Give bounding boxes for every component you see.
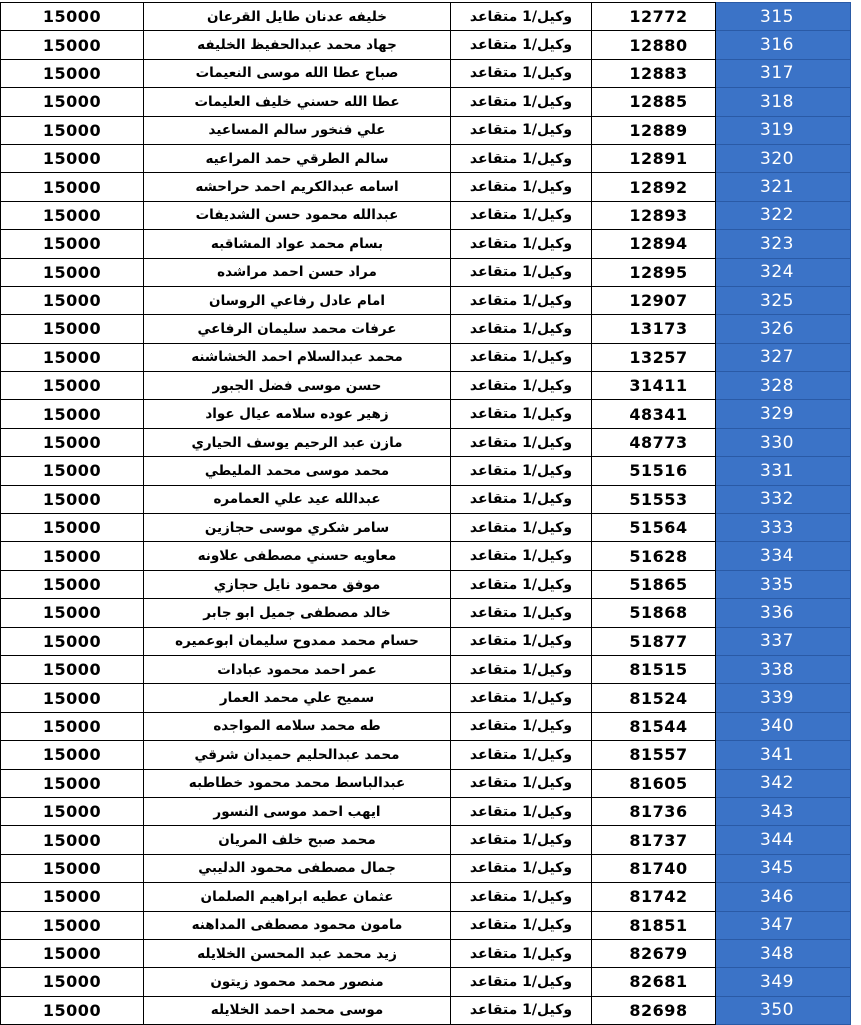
sequence-number-cell: 329 <box>716 400 851 428</box>
amount-cell: 15000 <box>1 173 144 201</box>
sequence-number-cell: 343 <box>716 797 851 825</box>
id-number-cell: 51868 <box>592 599 716 627</box>
id-number-cell: 12907 <box>592 286 716 314</box>
table-row <box>1 31 851 59</box>
name-cell: عبدالله عيد علي العمامره <box>144 485 451 513</box>
amount-cell: 15000 <box>1 457 144 485</box>
sequence-number-cell: 334 <box>716 542 851 570</box>
id-number-cell: 12772 <box>592 3 716 31</box>
name-cell: محمد موسى محمد المليطي <box>144 457 451 485</box>
name-cell: خالد مصطفى جميل ابو جابر <box>144 599 451 627</box>
amount-cell: 15000 <box>1 3 144 31</box>
sequence-number-cell: 318 <box>716 88 851 116</box>
id-number-cell: 12880 <box>592 31 716 59</box>
amount-cell: 15000 <box>1 883 144 911</box>
amount-cell: 15000 <box>1 684 144 712</box>
table-row <box>1 428 851 456</box>
id-number-cell: 51628 <box>592 542 716 570</box>
amount-cell: 15000 <box>1 599 144 627</box>
table-row <box>1 201 851 229</box>
rank-cell: وكيل/1 متقاعد <box>451 826 592 854</box>
sequence-number-cell: 336 <box>716 599 851 627</box>
name-cell: سالم الطرقي حمد المراعيه <box>144 144 451 172</box>
rank-cell: وكيل/1 متقاعد <box>451 88 592 116</box>
id-number-cell: 81557 <box>592 741 716 769</box>
amount-cell: 15000 <box>1 230 144 258</box>
rank-cell: وكيل/1 متقاعد <box>451 315 592 343</box>
rank-cell: وكيل/1 متقاعد <box>451 485 592 513</box>
rank-cell: وكيل/1 متقاعد <box>451 201 592 229</box>
sequence-number-cell: 331 <box>716 457 851 485</box>
id-number-cell: 12889 <box>592 116 716 144</box>
sequence-number-cell: 328 <box>716 372 851 400</box>
sequence-number-cell: 340 <box>716 712 851 740</box>
sequence-number-cell: 316 <box>716 31 851 59</box>
name-cell: عبدالباسط محمد محمود خطاطبه <box>144 769 451 797</box>
amount-cell: 15000 <box>1 627 144 655</box>
table-row <box>1 144 851 172</box>
rank-cell: وكيل/1 متقاعد <box>451 996 592 1024</box>
amount-cell: 15000 <box>1 88 144 116</box>
id-number-cell: 12883 <box>592 59 716 87</box>
table-row <box>1 741 851 769</box>
id-number-cell: 12892 <box>592 173 716 201</box>
id-number-cell: 81742 <box>592 883 716 911</box>
table-row <box>1 3 851 31</box>
id-number-cell: 51865 <box>592 570 716 598</box>
sequence-number-cell: 337 <box>716 627 851 655</box>
sequence-number-cell: 344 <box>716 826 851 854</box>
name-cell: سميح علي محمد العمار <box>144 684 451 712</box>
name-cell: ايهب احمد موسى النسور <box>144 797 451 825</box>
id-number-cell: 81740 <box>592 854 716 882</box>
table-row <box>1 343 851 371</box>
name-cell: منصور محمد محمود زيتون <box>144 968 451 996</box>
rank-cell: وكيل/1 متقاعد <box>451 230 592 258</box>
sequence-number-cell: 342 <box>716 769 851 797</box>
id-number-cell: 51553 <box>592 485 716 513</box>
amount-cell: 15000 <box>1 315 144 343</box>
name-cell: خليفه عدنان طايل القرعان <box>144 3 451 31</box>
name-cell: جمال مصطفى محمود الدليبي <box>144 854 451 882</box>
amount-cell: 15000 <box>1 258 144 286</box>
table-row <box>1 826 851 854</box>
id-number-cell: 48341 <box>592 400 716 428</box>
amount-cell: 15000 <box>1 59 144 87</box>
table-row <box>1 59 851 87</box>
rank-cell: وكيل/1 متقاعد <box>451 854 592 882</box>
id-number-cell: 12894 <box>592 230 716 258</box>
rank-cell: وكيل/1 متقاعد <box>451 883 592 911</box>
sequence-number-cell: 347 <box>716 911 851 939</box>
sequence-number-cell: 324 <box>716 258 851 286</box>
name-cell: طه محمد سلامه المواجده <box>144 712 451 740</box>
name-cell: اسامه عبدالكريم احمد حراحشه <box>144 173 451 201</box>
table-row <box>1 88 851 116</box>
sequence-number-cell: 345 <box>716 854 851 882</box>
name-cell: حسام محمد ممدوح سليمان ابوعميره <box>144 627 451 655</box>
rank-cell: وكيل/1 متقاعد <box>451 684 592 712</box>
amount-cell: 15000 <box>1 343 144 371</box>
amount-cell: 15000 <box>1 514 144 542</box>
rank-cell: وكيل/1 متقاعد <box>451 911 592 939</box>
name-cell: عطا الله حسني خليف العليمات <box>144 88 451 116</box>
table-row <box>1 400 851 428</box>
sequence-number-cell: 315 <box>716 3 851 31</box>
table-row <box>1 911 851 939</box>
sequence-number-cell: 323 <box>716 230 851 258</box>
table-row <box>1 514 851 542</box>
sequence-number-cell: 339 <box>716 684 851 712</box>
rank-cell: وكيل/1 متقاعد <box>451 655 592 683</box>
amount-cell: 15000 <box>1 372 144 400</box>
name-cell: محمد عبدالحليم حميدان شرقي <box>144 741 451 769</box>
table-row <box>1 372 851 400</box>
id-number-cell: 51877 <box>592 627 716 655</box>
id-number-cell: 31411 <box>592 372 716 400</box>
sequence-number-cell: 325 <box>716 286 851 314</box>
sequence-number-cell: 321 <box>716 173 851 201</box>
sequence-number-cell: 319 <box>716 116 851 144</box>
sequence-number-cell: 348 <box>716 939 851 967</box>
name-cell: موسى محمد احمد الخلايله <box>144 996 451 1024</box>
table-row <box>1 286 851 314</box>
table-row <box>1 769 851 797</box>
rank-cell: وكيل/1 متقاعد <box>451 116 592 144</box>
retirees-table-body <box>1 3 851 1025</box>
rank-cell: وكيل/1 متقاعد <box>451 3 592 31</box>
amount-cell: 15000 <box>1 485 144 513</box>
table-row <box>1 542 851 570</box>
amount-cell: 15000 <box>1 769 144 797</box>
rank-cell: وكيل/1 متقاعد <box>451 258 592 286</box>
rank-cell: وكيل/1 متقاعد <box>451 712 592 740</box>
table-row <box>1 797 851 825</box>
amount-cell: 15000 <box>1 31 144 59</box>
amount-cell: 15000 <box>1 939 144 967</box>
name-cell: صباح عطا الله موسى النعيمات <box>144 59 451 87</box>
name-cell: عمر احمد محمود عبادات <box>144 655 451 683</box>
table-row <box>1 457 851 485</box>
table-row <box>1 996 851 1024</box>
rank-cell: وكيل/1 متقاعد <box>451 343 592 371</box>
rank-cell: وكيل/1 متقاعد <box>451 144 592 172</box>
name-cell: محمد صبح خلف المريان <box>144 826 451 854</box>
table-row <box>1 570 851 598</box>
id-number-cell: 81605 <box>592 769 716 797</box>
name-cell: عثمان عطيه ابراهيم الصلمان <box>144 883 451 911</box>
amount-cell: 15000 <box>1 968 144 996</box>
amount-cell: 15000 <box>1 996 144 1024</box>
name-cell: جهاد محمد عبدالحفيظ الخليفه <box>144 31 451 59</box>
id-number-cell: 82679 <box>592 939 716 967</box>
table-row <box>1 173 851 201</box>
rank-cell: وكيل/1 متقاعد <box>451 31 592 59</box>
name-cell: عرفات محمد سليمان الرفاعي <box>144 315 451 343</box>
amount-cell: 15000 <box>1 286 144 314</box>
name-cell: معاويه حسني مصطفى علاونه <box>144 542 451 570</box>
name-cell: سامر شكري موسى حجازين <box>144 514 451 542</box>
amount-cell: 15000 <box>1 428 144 456</box>
rank-cell: وكيل/1 متقاعد <box>451 428 592 456</box>
rank-cell: وكيل/1 متقاعد <box>451 286 592 314</box>
table-row <box>1 854 851 882</box>
table-row <box>1 883 851 911</box>
rank-cell: وكيل/1 متقاعد <box>451 939 592 967</box>
sequence-number-cell: 335 <box>716 570 851 598</box>
sequence-number-cell: 333 <box>716 514 851 542</box>
retirees-table <box>0 2 851 1025</box>
table-row <box>1 627 851 655</box>
name-cell: محمد عبدالسلام احمد الخشاشنه <box>144 343 451 371</box>
name-cell: مامون محمود مصطفى المداهنه <box>144 911 451 939</box>
table-row <box>1 655 851 683</box>
amount-cell: 15000 <box>1 911 144 939</box>
id-number-cell: 81736 <box>592 797 716 825</box>
id-number-cell: 82681 <box>592 968 716 996</box>
amount-cell: 15000 <box>1 797 144 825</box>
rank-cell: وكيل/1 متقاعد <box>451 968 592 996</box>
rank-cell: وكيل/1 متقاعد <box>451 514 592 542</box>
id-number-cell: 51516 <box>592 457 716 485</box>
table-row <box>1 485 851 513</box>
sequence-number-cell: 341 <box>716 741 851 769</box>
amount-cell: 15000 <box>1 655 144 683</box>
table-row <box>1 258 851 286</box>
rank-cell: وكيل/1 متقاعد <box>451 599 592 627</box>
sequence-number-cell: 350 <box>716 996 851 1024</box>
amount-cell: 15000 <box>1 854 144 882</box>
id-number-cell: 81515 <box>592 655 716 683</box>
id-number-cell: 13257 <box>592 343 716 371</box>
rank-cell: وكيل/1 متقاعد <box>451 769 592 797</box>
name-cell: حسن موسى فضل الجبور <box>144 372 451 400</box>
name-cell: علي فنخور سالم المساعيد <box>144 116 451 144</box>
table-row <box>1 684 851 712</box>
id-number-cell: 12885 <box>592 88 716 116</box>
rank-cell: وكيل/1 متقاعد <box>451 173 592 201</box>
rank-cell: وكيل/1 متقاعد <box>451 797 592 825</box>
sequence-number-cell: 332 <box>716 485 851 513</box>
table-row <box>1 116 851 144</box>
table-row <box>1 599 851 627</box>
id-number-cell: 13173 <box>592 315 716 343</box>
amount-cell: 15000 <box>1 741 144 769</box>
amount-cell: 15000 <box>1 542 144 570</box>
amount-cell: 15000 <box>1 116 144 144</box>
id-number-cell: 81737 <box>592 826 716 854</box>
rank-cell: وكيل/1 متقاعد <box>451 59 592 87</box>
sequence-number-cell: 326 <box>716 315 851 343</box>
id-number-cell: 12893 <box>592 201 716 229</box>
sequence-number-cell: 338 <box>716 655 851 683</box>
sequence-number-cell: 320 <box>716 144 851 172</box>
amount-cell: 15000 <box>1 712 144 740</box>
table-row <box>1 712 851 740</box>
amount-cell: 15000 <box>1 144 144 172</box>
rank-cell: وكيل/1 متقاعد <box>451 570 592 598</box>
table-row <box>1 230 851 258</box>
table-row <box>1 939 851 967</box>
rank-cell: وكيل/1 متقاعد <box>451 542 592 570</box>
sequence-number-cell: 317 <box>716 59 851 87</box>
rank-cell: وكيل/1 متقاعد <box>451 741 592 769</box>
id-number-cell: 12895 <box>592 258 716 286</box>
name-cell: زهير عوده سلامه عيال عواد <box>144 400 451 428</box>
rank-cell: وكيل/1 متقاعد <box>451 627 592 655</box>
id-number-cell: 51564 <box>592 514 716 542</box>
name-cell: مازن عبد الرحيم يوسف الحياري <box>144 428 451 456</box>
amount-cell: 15000 <box>1 570 144 598</box>
id-number-cell: 81544 <box>592 712 716 740</box>
id-number-cell: 82698 <box>592 996 716 1024</box>
amount-cell: 15000 <box>1 400 144 428</box>
name-cell: امام عادل رفاعي الروسان <box>144 286 451 314</box>
table-row <box>1 968 851 996</box>
sequence-number-cell: 346 <box>716 883 851 911</box>
id-number-cell: 12891 <box>592 144 716 172</box>
table-row <box>1 315 851 343</box>
name-cell: بسام محمد عواد المشاقبه <box>144 230 451 258</box>
rank-cell: وكيل/1 متقاعد <box>451 400 592 428</box>
amount-cell: 15000 <box>1 201 144 229</box>
name-cell: موفق محمود نايل حجازي <box>144 570 451 598</box>
rank-cell: وكيل/1 متقاعد <box>451 457 592 485</box>
rank-cell: وكيل/1 متقاعد <box>451 372 592 400</box>
name-cell: زيد محمد عبد المحسن الخلايله <box>144 939 451 967</box>
name-cell: مراد حسن احمد مراشده <box>144 258 451 286</box>
sequence-number-cell: 330 <box>716 428 851 456</box>
sequence-number-cell: 349 <box>716 968 851 996</box>
amount-cell: 15000 <box>1 826 144 854</box>
id-number-cell: 48773 <box>592 428 716 456</box>
sequence-number-cell: 322 <box>716 201 851 229</box>
id-number-cell: 81524 <box>592 684 716 712</box>
sequence-number-cell: 327 <box>716 343 851 371</box>
name-cell: عبدالله محمود حسن الشديفات <box>144 201 451 229</box>
id-number-cell: 81851 <box>592 911 716 939</box>
